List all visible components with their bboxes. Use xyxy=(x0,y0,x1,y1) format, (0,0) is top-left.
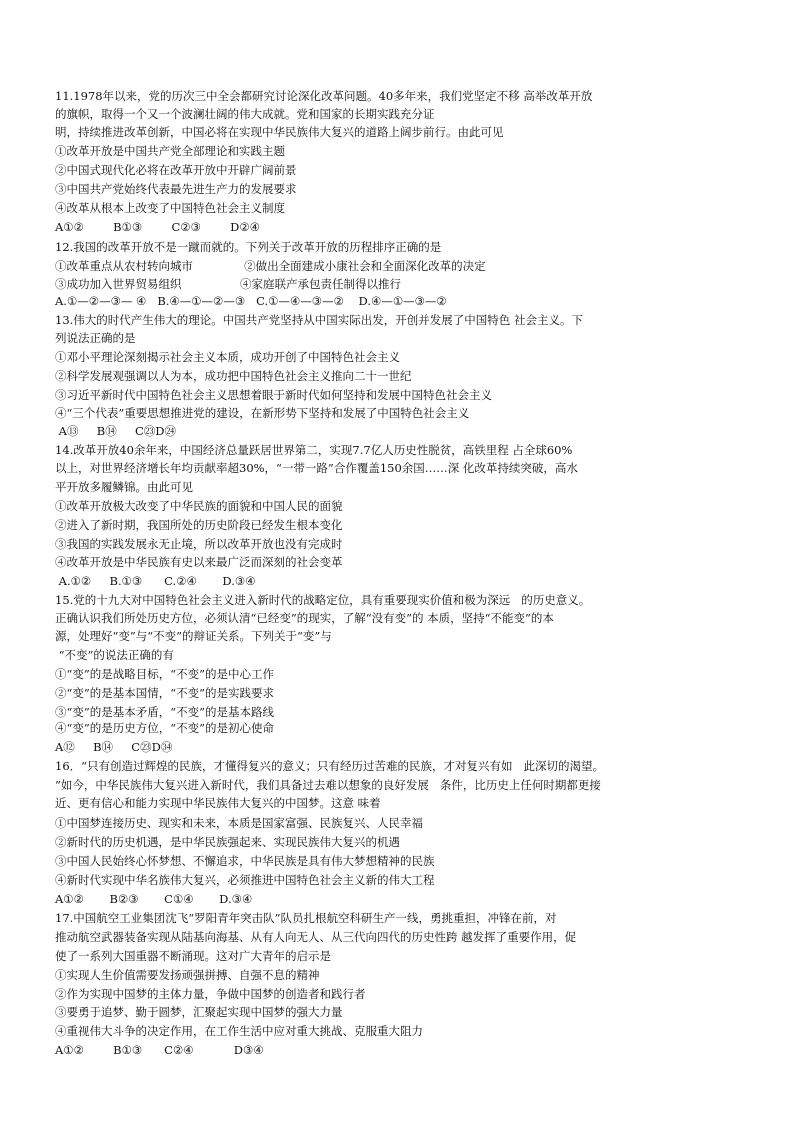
text-line: A.①—②—③— ④ B.④—①—②—③ C.①—④—③—② D.④—①—③—② xyxy=(55,294,447,308)
text-line: ①实现人生价值需要发扬顽强拼搏、自强不息的精神 xyxy=(55,968,320,982)
text-line: ②中国式现代化必将在改革开放中开辟广阔前景 xyxy=(55,163,297,177)
text-line: ②作为实现中国梦的主体力量，争做中国梦的创造者和践行者 xyxy=(55,987,366,1001)
text-line: 源，处理好“变”与“不变”的辩证关系。下列关于“变”与 xyxy=(55,629,332,643)
text-line: 13.伟大的时代产生伟大的理论。中国共产党坚持从中国实际出发，开创并发展了中国特色 社会主义。下 xyxy=(55,313,583,327)
text-line: 16．“只有创造过辉煌的民族，才懂得复兴的意义；只有经历过苦难的民族，才对复兴有如 此深切的渴望。 xyxy=(55,759,604,773)
text-line: ①邓小平理论深刻揭示社会主义本质，成功开创了中国特色社会主义 xyxy=(55,350,400,364)
text-line: “不变”的说法正确的有 xyxy=(55,648,174,662)
text-line: ③我国的实践发展永无止境，所以改革开放也没有完成时 xyxy=(55,537,343,551)
text-line: ③要勇于追梦、勤于圆梦，汇聚起实现中国梦的强大力量 xyxy=(55,1005,343,1019)
text-line: 明，持续推进改革创新，中国必将在实现中华民族伟大复兴的道路上阔步前行。由此可见 xyxy=(55,125,504,139)
text-line: ①改革开放是中国共产党全部理论和实践主题 xyxy=(55,144,285,158)
text-line: 的旗帜，取得一个又一个波澜壮阔的伟大成就。党和国家的长期实践充分证 xyxy=(55,107,435,121)
text-line: 以上，对世界经济增长年均贡献率超30%，“一带一路”合作覆盖150余国……深 化改革持续突破，高水 xyxy=(55,461,578,475)
text-line: 近、更有信心和能力实现中华民族伟大复兴的中国梦。这意 味着 xyxy=(55,796,381,810)
text-line: 使了一系列大国重器不断涌现。这对广大青年的启示是 xyxy=(55,949,331,963)
text-line: 14.改革开放40余年来，中国经济总量跃居世界第二，实现7.7亿人历史性脱贫，高铁里程 占全球60% xyxy=(55,443,573,457)
text-line: ④“三个代表”重要思想推进党的建设，在新形势下坚持和发展了中国特色社会主义 xyxy=(55,406,470,420)
text-line: A⑬ B⑭ C㉓D㉔ xyxy=(55,424,176,438)
text-line: ①改革重点从农村转向城市 ②做出全面建成小康社会和全面深化改革的决定 xyxy=(55,259,486,273)
text-line: ②“变”的是基本国情，“不变”的是实践要求 xyxy=(55,686,275,700)
text-line: A①② B②③ C①④ D.③④ xyxy=(55,892,253,906)
text-line: ④“变”的是历史方位，“不变”的是初心使命 xyxy=(55,721,275,735)
text-line: ③中国共产党始终代表最先进生产力的发展要求 xyxy=(55,182,297,196)
text-line: A①② B①③ C②③ D②④ xyxy=(55,220,260,234)
text-line: ②新时代的历史机遇，是中华民族强起来、实现民族伟大复兴的机遇 xyxy=(55,835,400,849)
text-line: ④改革开放是中华民族有史以来最广泛而深刻的社会变革 xyxy=(55,555,343,569)
text-line: ②进入了新时期，我国所处的历史阶段已经发生根本变化 xyxy=(55,518,343,532)
text-line: 平开放多履鳞锦。由此可见 xyxy=(55,480,193,494)
text-line: A①② B①③ C②④ D③④ xyxy=(55,1043,264,1057)
text-line: 正确认识我们所处历史方位，必须认清“已经变”的现实，了解“没有变”的 本质，坚持“不能变”的本 xyxy=(55,611,554,625)
text-line: 17.中国航空工业集团沈飞“罗阳青年突击队”队员扎根航空科研生产一线，勇挑重担，冲锋在前，对 xyxy=(55,911,557,925)
text-line: 推动航空武器装备实现从陆基向海基、从有人向无人、从三代向四代的历史性跨 越发挥了重要作用，促 xyxy=(55,930,577,944)
text-line: ④新时代实现中华名族伟大复兴，必须推进中国特色社会主义新的伟大工程 xyxy=(55,873,435,887)
text-line: 列说法正确的是 xyxy=(55,331,136,345)
text-line: ②科学发展观强调以人为本，成功把中国特色社会主义推向二十一世纪 xyxy=(55,369,412,383)
text-line: 11.1978年以来，党的历次三中全会都研究讨论深化改革问题。40多年来，我们党坚定不移 高举改革开放 xyxy=(55,89,593,103)
text-line: 12.我国的改革开放不是一蹴而就的。下列关于改革开放的历程排序正确的是 xyxy=(55,240,442,254)
text-line: ③“变”的是基本矛盾，“不变”的是基本路线 xyxy=(55,705,275,719)
text-line: A.①② B.①③ C.②④ D.③④ xyxy=(55,574,256,588)
text-line: ④重视伟大斗争的决定作用，在工作生活中应对重大挑战、克服重大阻力 xyxy=(55,1024,423,1038)
text-line: A⑫ B⑭ C㉓D㉞ xyxy=(55,740,173,754)
text-line: ③习近平新时代中国特色社会主义思想着眼于新时代如何坚持和发展中国特色社会主义 xyxy=(55,388,492,402)
text-line: ③中国人民始终心怀梦想、不懈追求，中华民族是具有伟大梦想精神的民族 xyxy=(55,854,435,868)
text-line: ①中国梦连接历史、现实和未来，本质是国家富强、民族复兴、人民幸福 xyxy=(55,816,423,830)
text-line: 15.党的十九大对中国特色社会主义进入新时代的战略定位，具有重要现实价值和极为深远 的历史意义。 xyxy=(55,593,591,607)
text-line: ①改革开放极大改变了中华民族的面貌和中国人民的面貌 xyxy=(55,499,343,513)
text-line: ④改革从根本上改变了中国特色社会主义制度 xyxy=(55,201,285,215)
text-line: ①“变”的是战略目标，“不变”的是中心工作 xyxy=(55,667,275,681)
text-line: ③成功加入世界贸易组织 ④家庭联产承包责任制得以推行 xyxy=(55,277,401,291)
text-line: ”如今，中华民族伟大复兴进入新时代，我们具备过去难以想象的良好发展 条件，比历史上任何时期都更接 xyxy=(55,778,601,792)
